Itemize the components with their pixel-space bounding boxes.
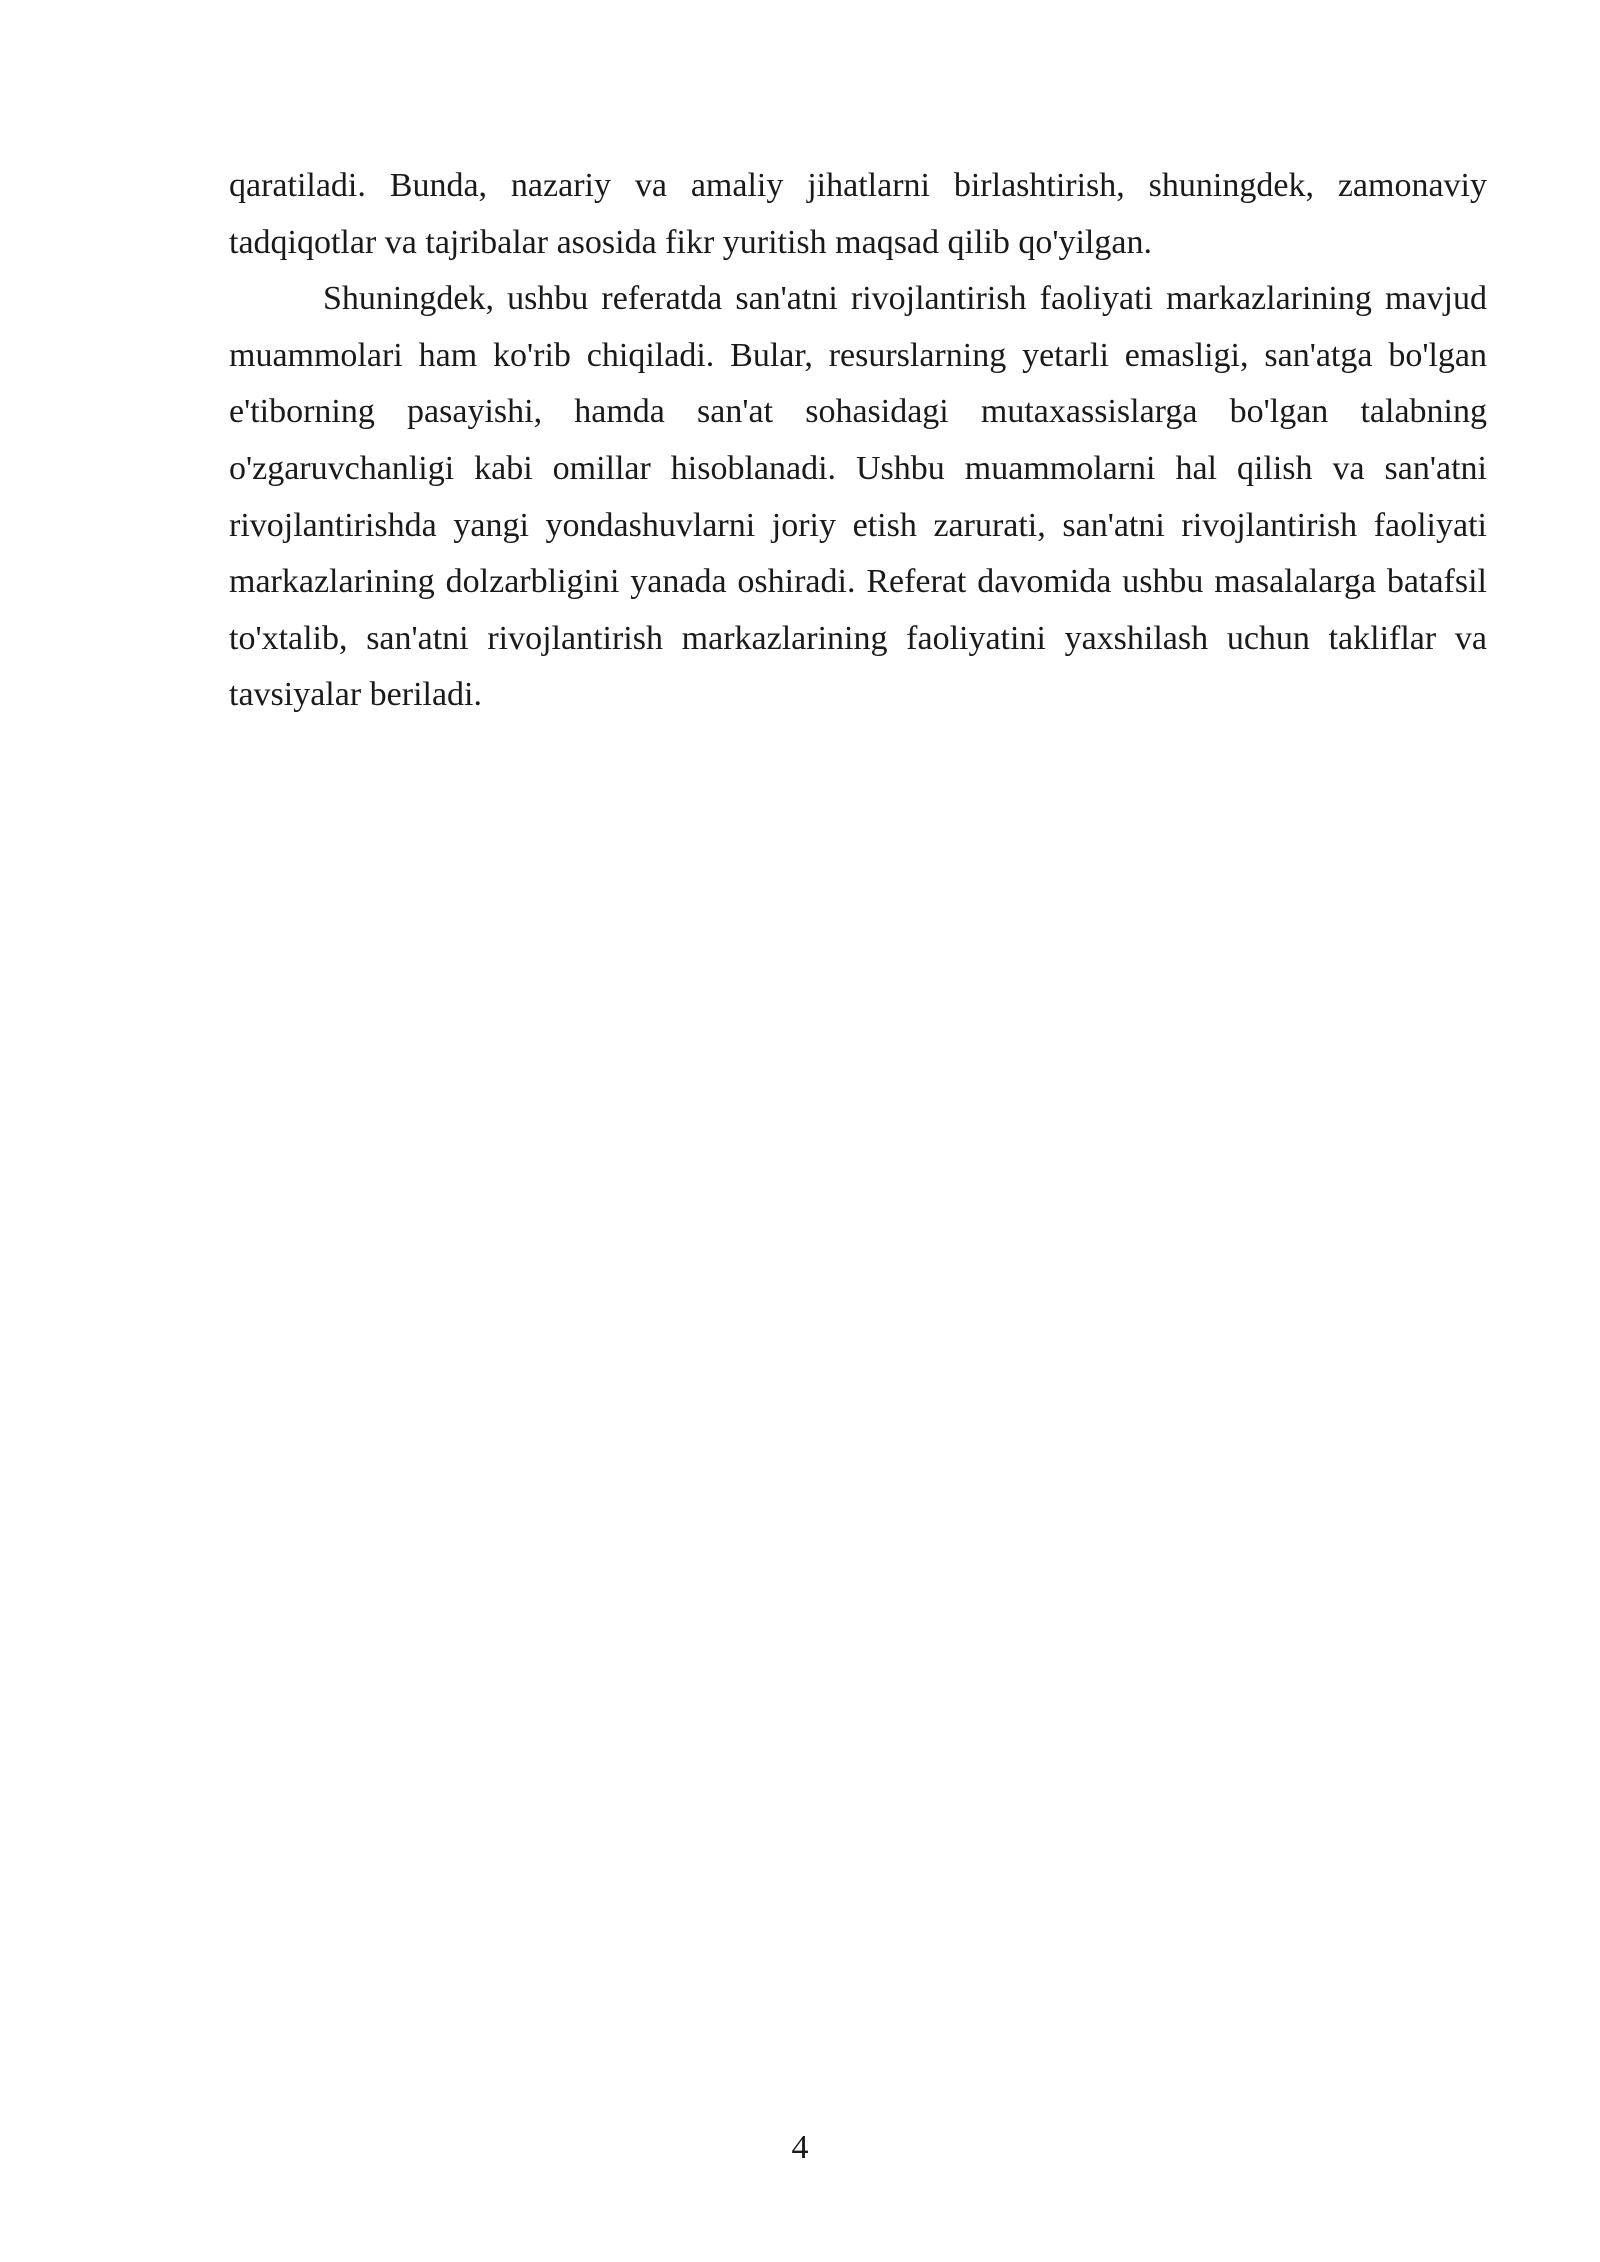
paragraph-continuation: qaratiladi. Bunda, nazariy va amaliy jihatlarni birlashtirish, shuningdek, zamonaviy tadqiqotlar va tajribalar asosida fikr yuritish maqsad qilib qo'yilgan. [229,167,1487,261]
page-number: 4 [791,2129,809,2166]
paragraph: Shuningdek, ushbu referatda san'atni rivojlantirish faoliyati markazlarining mavjud muammolari ham ko'rib chiqiladi. Bular, resurslarning yetarli emasligi, san'atga bo'lgan e'tiborning pasayishi, hamda san'at sohasidagi mutaxassislarga bo'lgan talabning o'zgaruvchanligi kabi omillar hisoblanadi. Ushbu muammolarni hal qilish va san'atni rivojlantirishda yangi yondashuvlarni joriy etish zarurati, san'atni rivojlantirish faoliyati markazlarining dolzarbligini yanada oshiradi. Referat davomida ushbu masalalarga batafsil to'xtalib, san'atni rivojlantirish markazlarining faoliyatini yaxshilash uchun takliflar va tavsiyalar beriladi. [229,280,1487,714]
body-text [229,158,1487,724]
